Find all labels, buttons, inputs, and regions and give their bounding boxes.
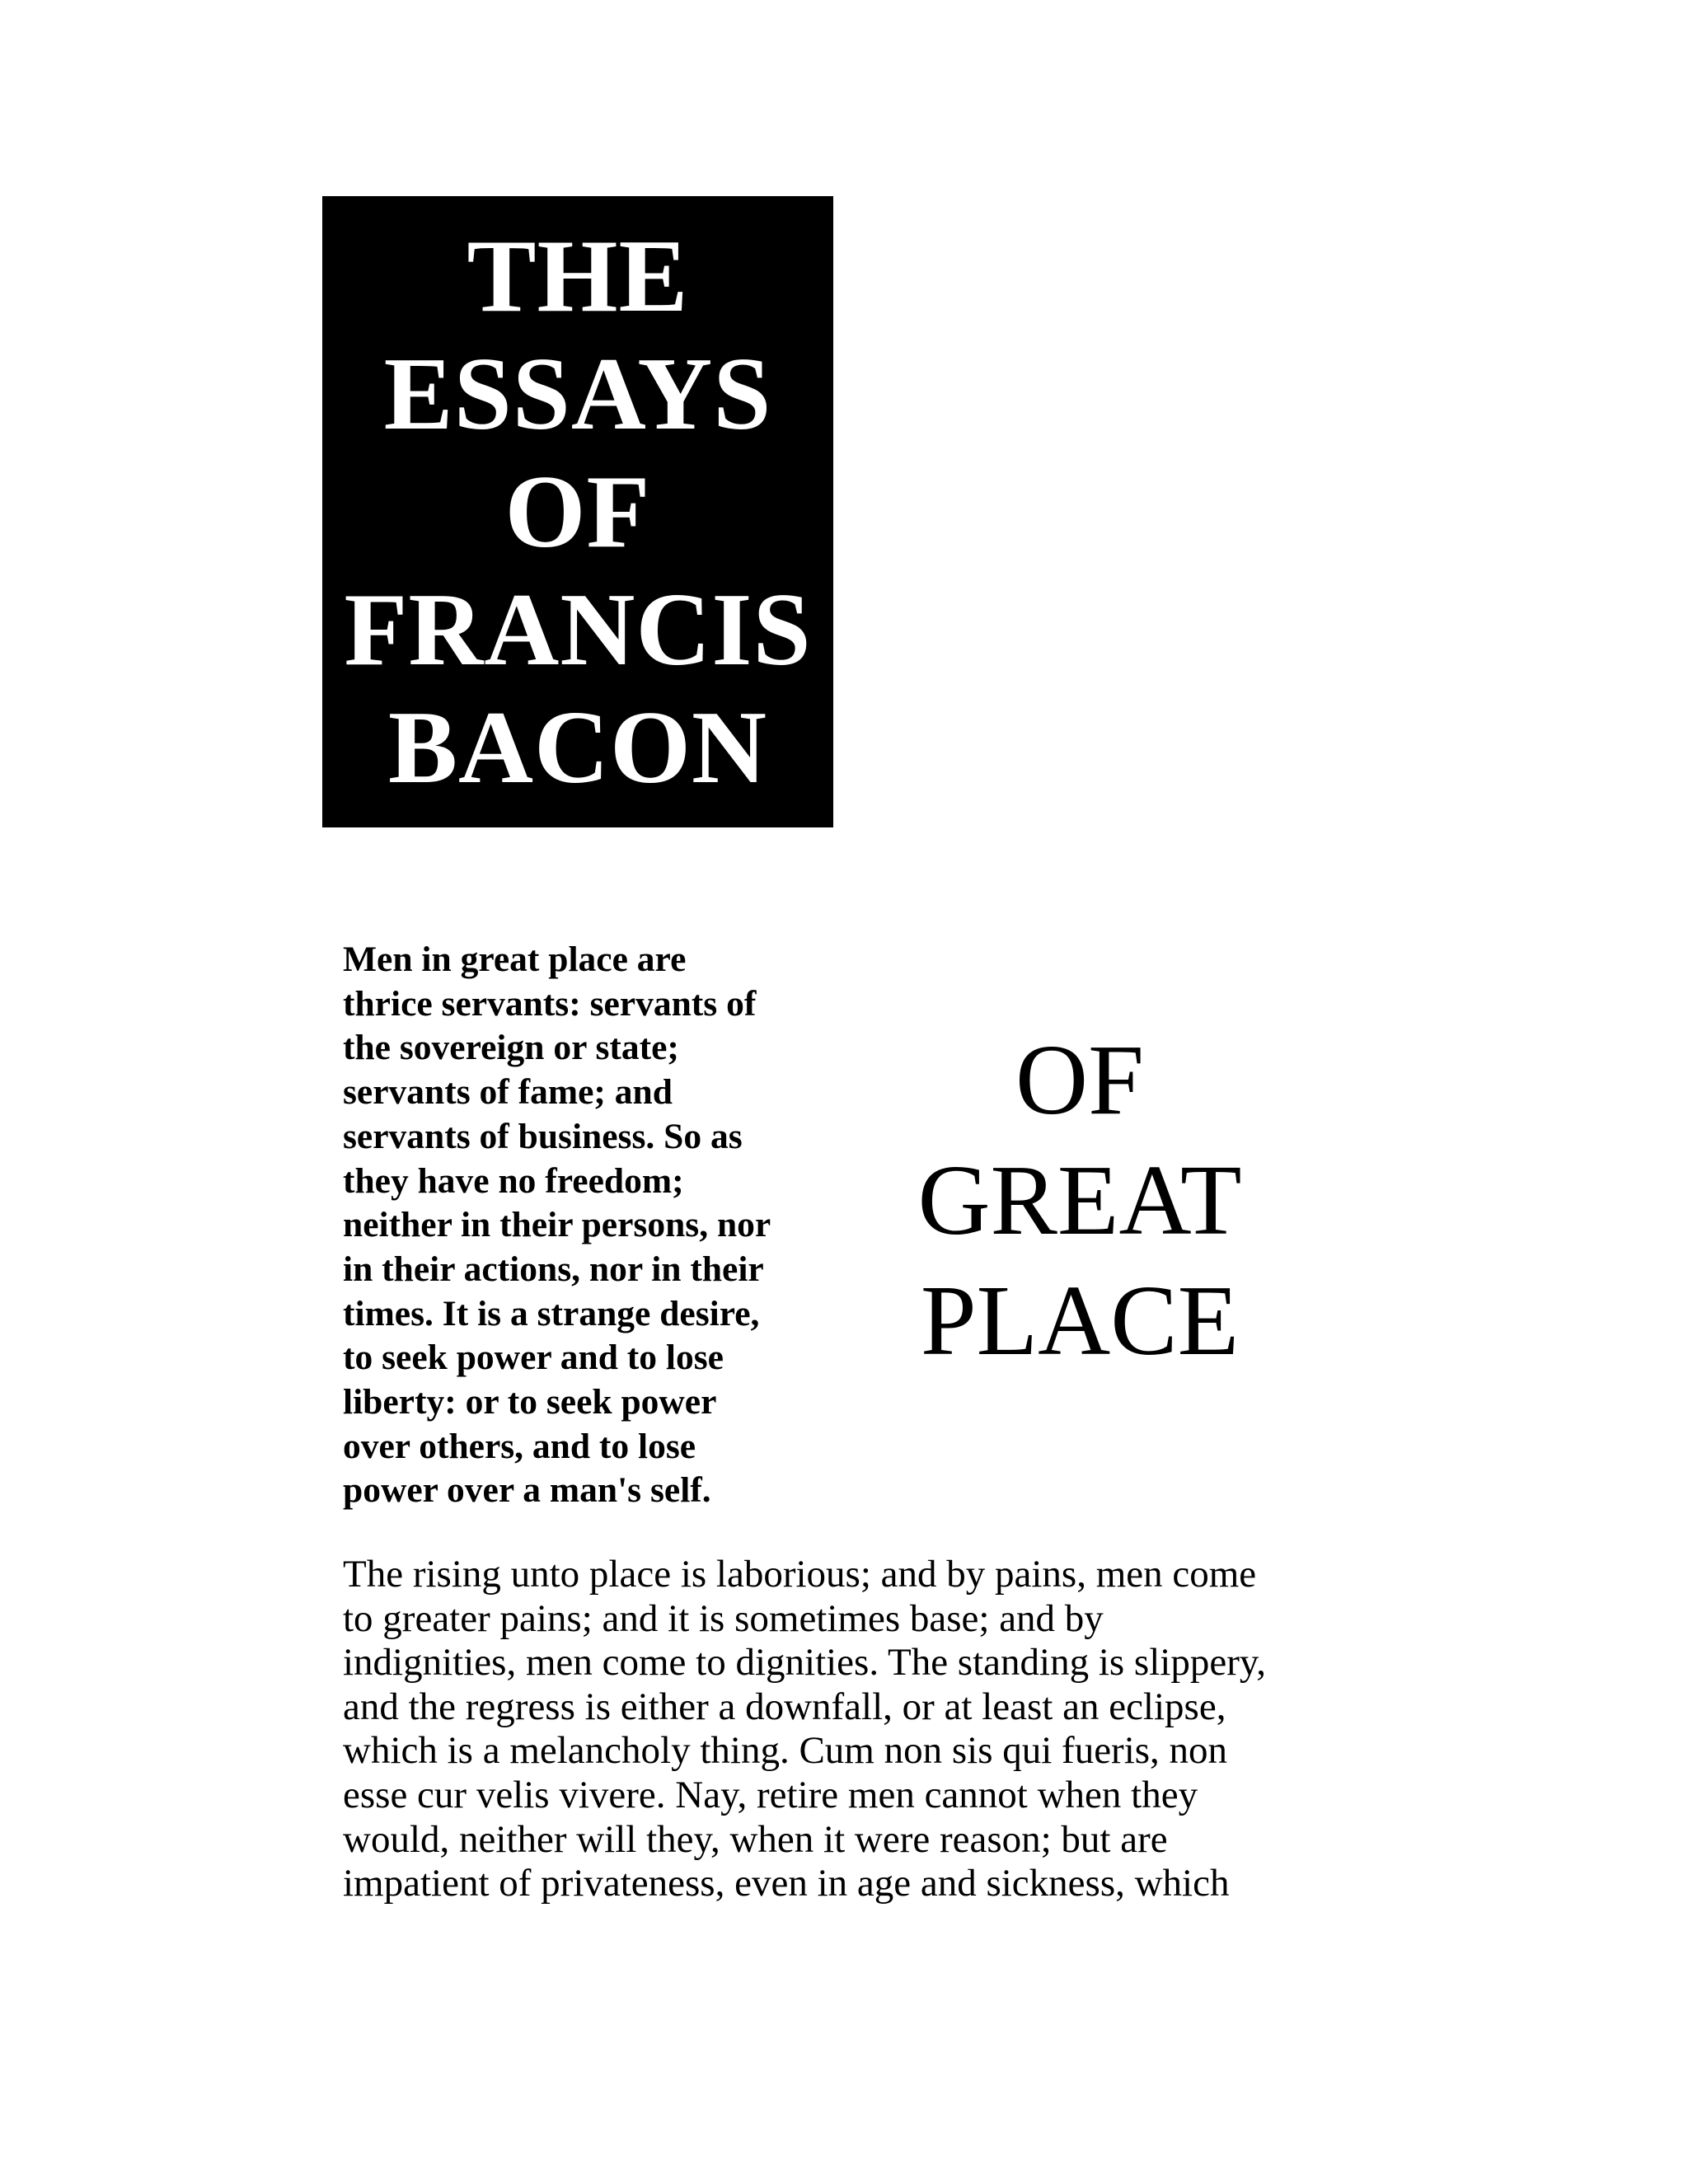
epigraph-line: to seek power and to lose xyxy=(343,1338,724,1378)
essay-title-line: OF xyxy=(1015,1024,1144,1136)
book-title-line: FRANCIS xyxy=(344,572,812,687)
essay-body-paragraph xyxy=(343,1553,1365,1906)
body-line: to greater pains; and it is sometimes base; and by xyxy=(343,1596,1104,1640)
epigraph-line: servants of fame; and xyxy=(343,1072,673,1113)
body-line: which is a melancholy thing. Cum non sis qui fueris, non xyxy=(343,1729,1228,1773)
book-title-line: OF xyxy=(504,454,651,569)
body-line: impatient of privateness, even in age and sickness, which xyxy=(343,1862,1230,1905)
body-line: and the regress is either a downfall, or at least an eclipse, xyxy=(343,1685,1226,1728)
epigraph-line: in their actions, nor in their xyxy=(343,1249,764,1289)
body-line: esse cur velis vivere. Nay, retire men cannot when they xyxy=(343,1773,1198,1816)
essay-title xyxy=(857,1020,1302,1381)
epigraph-line: the sovereign or state; xyxy=(343,1028,679,1068)
epigraph-line: liberty: or to seek power xyxy=(343,1382,717,1422)
body-line: The rising unto place is laborious; and by pains, men come xyxy=(343,1553,1257,1596)
epigraph-line: power over a man's self. xyxy=(343,1470,711,1511)
body-line: would, neither will they, when it were reason; but are xyxy=(343,1817,1168,1861)
book-title-line: BACON xyxy=(387,690,768,805)
book-title-block xyxy=(322,196,833,827)
essay-title-line: PLACE xyxy=(920,1265,1240,1376)
book-title-line: THE xyxy=(467,218,689,334)
epigraph-line: Men in great place are xyxy=(343,940,687,979)
epigraph-line: neither in their persons, nor xyxy=(343,1205,771,1245)
epigraph-line: they have no freedom; xyxy=(343,1160,684,1201)
epigraph-line: servants of business. So as xyxy=(343,1116,743,1156)
book-title-line: ESSAYS xyxy=(383,336,772,452)
body-line: indignities, men come to dignities. The standing is slippery, xyxy=(343,1641,1267,1685)
epigraph-quote xyxy=(343,938,837,1513)
essay-title-line: GREAT xyxy=(917,1145,1242,1256)
epigraph-line: over others, and to lose xyxy=(343,1426,696,1466)
epigraph-line: times. It is a strange desire, xyxy=(343,1293,760,1333)
epigraph-line: thrice servants: servants of xyxy=(343,983,757,1024)
